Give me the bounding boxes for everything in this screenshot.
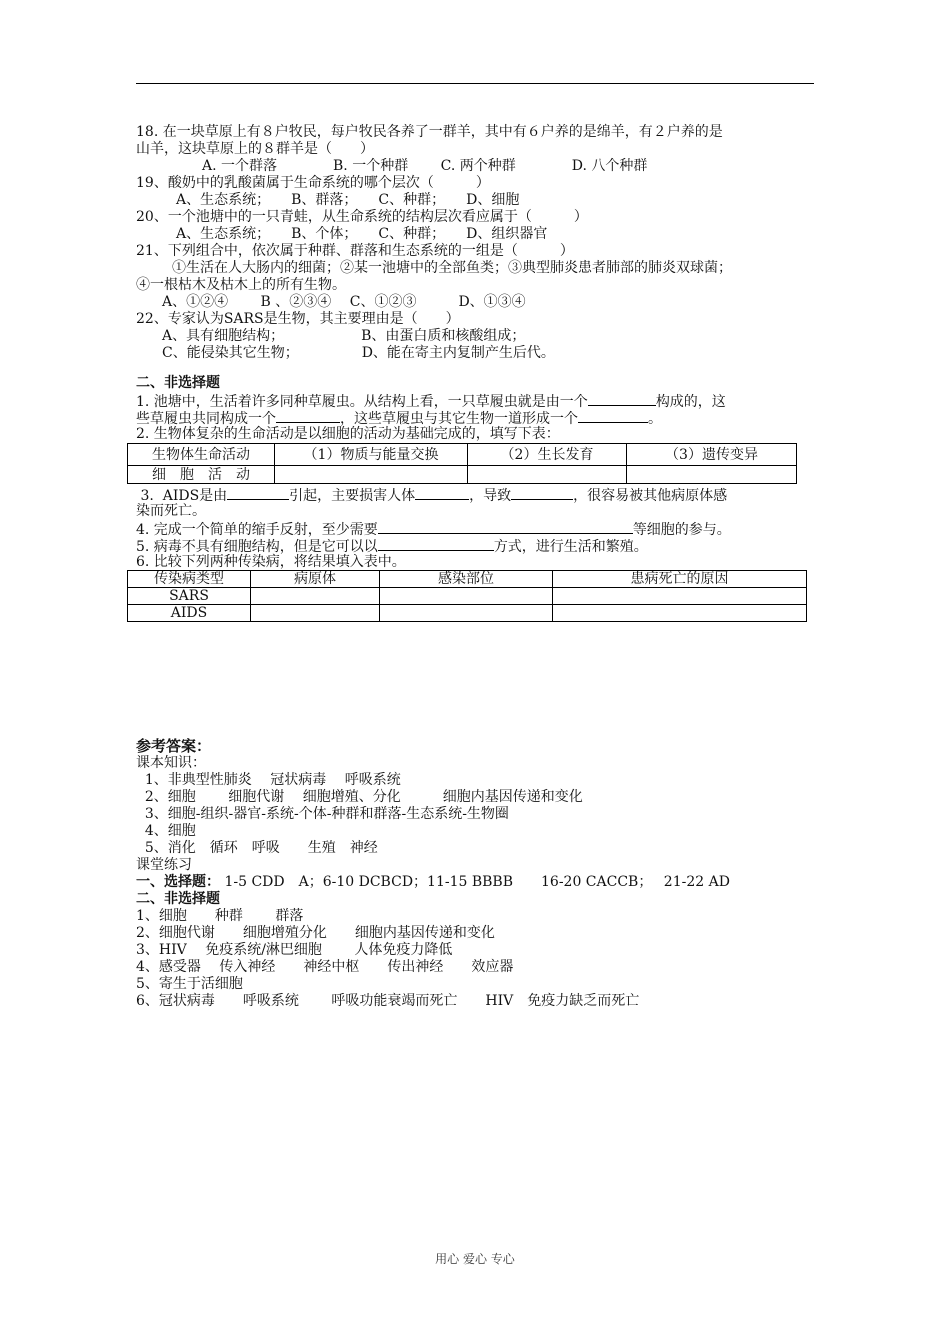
- table-cell-blank: [468, 466, 627, 484]
- table-cell-blank: [251, 605, 380, 622]
- question-21-items-line2: ④一根枯木及枯木上的所有生物。: [136, 277, 346, 293]
- table-row-label: AIDS: [128, 605, 251, 622]
- table-header-row: [128, 571, 807, 588]
- life-activity-table: [127, 443, 797, 484]
- table-cell-blank: [380, 588, 553, 605]
- nonchoice-q1-line1: 1. 池塘中，生活着许多同种草履虫。从结构上看，一只草履虫就是由一个 构成的，这: [136, 394, 726, 410]
- answer-blank: [511, 486, 573, 500]
- table-header-cell: 病原体: [251, 571, 380, 588]
- answers-textbook-2: 2、细胞 细胞代谢 细胞增殖、分化 细胞内基因传递和变化: [136, 789, 583, 805]
- answer-blank: [415, 486, 469, 500]
- table-header-cell: 传染病类型: [128, 571, 251, 588]
- answers-nonchoice-4: 4、感受器 传入神经 神经中枢 传出神经 效应器: [136, 959, 514, 975]
- table-row-label: SARS: [128, 588, 251, 605]
- question-21: 21、下列组合中，依次属于种群、群落和生态系统的一组是（ ）: [136, 243, 574, 259]
- table-cell-blank: [553, 605, 807, 622]
- answer-blank: [276, 409, 340, 423]
- answers-nonchoice-2: 2、细胞代谢 细胞增殖分化 细胞内基因传递和变化: [136, 925, 495, 941]
- nonchoice-q5: 5. 病毒不具有细胞结构，但是它可以以 方式，进行生活和繁殖。: [136, 539, 648, 555]
- answers-nonchoice-1: 1、细胞 种群 群落: [136, 908, 304, 924]
- answers-textbook-5: 5、消化 循环 呼吸 生殖 神经: [136, 840, 378, 856]
- table-header-cell: （3）遗传变异: [627, 444, 797, 466]
- nonchoice-q6: 6. 比较下列两种传染病，将结果填入表中。: [136, 554, 406, 570]
- answer-blank: [578, 409, 648, 423]
- question-21-items-line1: ①生活在人大肠内的细菌；②某一池塘中的全部鱼类；③典型肺炎患者肺部的肺炎双球菌；: [172, 260, 732, 276]
- answers-textbook-4: 4、细胞: [136, 823, 196, 839]
- table-row-label: 细 胞 活 动: [128, 466, 275, 484]
- table-header-cell: 感染部位: [380, 571, 553, 588]
- question-22-options-ab: A、具有细胞结构； B、由蛋白质和核酸组成；: [162, 328, 526, 344]
- question-22: 22、专家认为SARS是生物，其主要理由是（ ）: [136, 311, 460, 327]
- table-row: [128, 588, 807, 605]
- table-header-cell: （1）物质与能量交换: [275, 444, 468, 466]
- table-row: [128, 466, 797, 484]
- answers-textbook-3: 3、细胞-组织-器官-系统-个体-种群和群落-生态系统-生物圈: [136, 806, 509, 822]
- question-19-options: A、生态系统； B、群落； C、种群； D、细胞: [176, 192, 520, 208]
- answers-heading: 参考答案：: [136, 737, 212, 755]
- table-header-cell: 生物体生命活动: [128, 444, 275, 466]
- answers-textbook-1: 1、非典型性肺炎 冠状病毒 呼吸系统: [136, 772, 401, 788]
- nonchoice-heading: 二、非选择题: [136, 375, 220, 391]
- table-cell-blank: [380, 605, 553, 622]
- nonchoice-q3-line1: 3. AIDS是由 引起，主要损害人体 ，导致 ，很容易被其他病原体感: [136, 488, 728, 504]
- answer-blank: [227, 486, 289, 500]
- table-cell-blank: [627, 466, 797, 484]
- answer-blank: [588, 392, 656, 406]
- answers-nonchoice-6: 6、冠状病毒 呼吸系统 呼吸功能衰竭而死亡 HIV 免疫力缺乏而死亡: [136, 993, 640, 1009]
- question-20-options: A、生态系统； B、个体； C、种群； D、组织器官: [176, 226, 548, 242]
- question-22-options-cd: C、能侵染其它生物； D、能在寄主内复制产生后代。: [162, 345, 555, 361]
- answer-blank: [378, 537, 494, 551]
- nonchoice-q3-line2: 染而死亡。: [136, 503, 206, 519]
- table-cell-blank: [275, 466, 468, 484]
- question-18-line2: 山羊，这块草原上的８群羊是（ ）: [136, 141, 374, 157]
- answer-blank: [378, 520, 633, 534]
- question-21-options: A、①②④ B 、②③④ C、①②③ D、①③④: [162, 294, 526, 310]
- disease-table: [127, 570, 807, 622]
- nonchoice-q1-line2: 些草履虫共同构成一个 ，这些草履虫与其它生物一道形成一个 。: [136, 411, 662, 427]
- table-cell-blank: [251, 588, 380, 605]
- header-rule: [136, 83, 814, 84]
- table-header-cell: 患病死亡的原因: [553, 571, 807, 588]
- table-header-cell: （2）生长发育: [468, 444, 627, 466]
- answers-nonchoice-heading: 二、非选择题: [136, 891, 220, 907]
- nonchoice-q4: 4. 完成一个简单的缩手反射，至少需要 等细胞的参与。: [136, 522, 731, 538]
- table-row: [128, 605, 807, 622]
- answers-nonchoice-3: 3、HIV 免疫系统/淋巴细胞 人体免疫力降低: [136, 942, 453, 958]
- answers-textbook-label: 课本知识：: [136, 755, 206, 771]
- question-20: 20、一个池塘中的一只青蛙，从生命系统的结构层次看应属于（ ）: [136, 209, 588, 225]
- question-18-options: A. 一个群落 B. 一个种群 C. 两个种群 D. 八个种群: [202, 158, 648, 174]
- answers-practice-label: 课堂练习: [136, 857, 192, 873]
- answers-choice: 一、选择题： 1-5 CDD A；6-10 DCBCD；11-15 BBBB 16-20 CACCB； 21-22 AD: [136, 874, 730, 890]
- table-header-row: [128, 444, 797, 466]
- answers-nonchoice-5: 5、寄生于活细胞: [136, 976, 243, 992]
- question-19: 19、酸奶中的乳酸菌属于生命系统的哪个层次（ ）: [136, 175, 490, 191]
- page-footer: 用心 爱心 专心: [435, 1252, 515, 1266]
- question-18-line1: 18. 在一块草原上有８户牧民，每户牧民各养了一群羊，其中有６户养的是绵羊，有２户养的是: [136, 124, 723, 140]
- nonchoice-q2: 2. 生物体复杂的生命活动是以细胞的活动为基础完成的，填写下表：: [136, 426, 560, 442]
- table-cell-blank: [553, 588, 807, 605]
